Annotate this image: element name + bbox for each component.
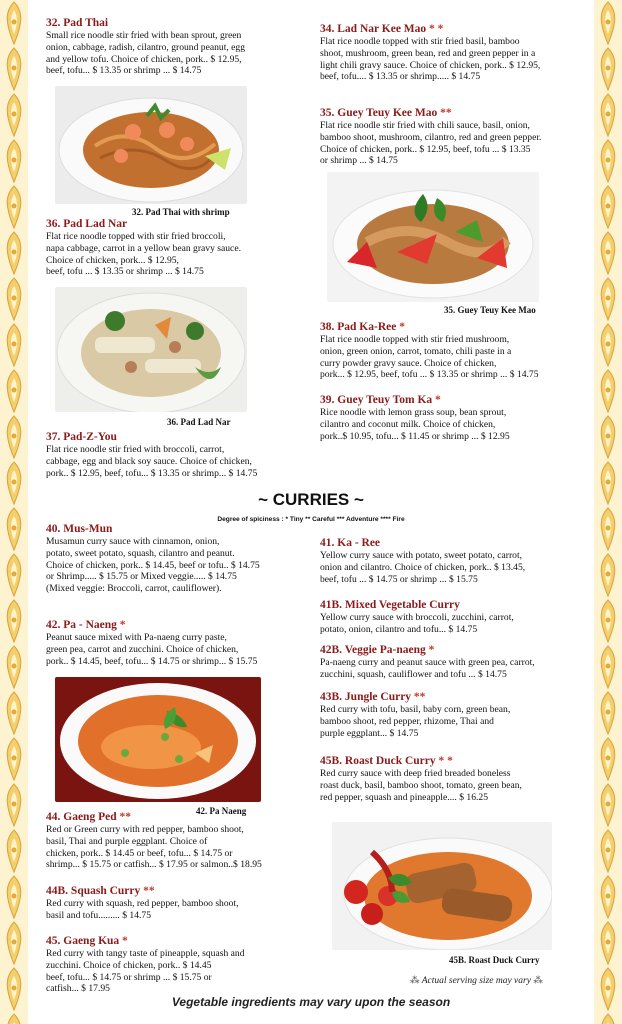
menu-item-32 bbox=[46, 16, 286, 77]
pa-naeng-caption: 42. Pa Naeng bbox=[196, 806, 247, 816]
item-name: 41. Ka - Ree bbox=[320, 537, 381, 549]
menu-item-36 bbox=[46, 217, 286, 278]
item-description: Small rice noodle stir fried with bean sprout, green onion, cabbage, radish, cilantro, ground peanut, egg and yellow tofu. Choice of chicken, pork.. $ 12.95, beef, tofu... $ 13.35 or shrimp ... $ 14.75 bbox=[46, 30, 246, 77]
vegetable-season-note: Vegetable ingredients may vary upon the season bbox=[171, 995, 451, 1009]
pad-thai-photo bbox=[55, 86, 247, 204]
item-description: Yellow curry sauce with broccoli, zucchini, carrot, potato, onion, cilantro and tofu... $ 14.75 bbox=[320, 612, 514, 635]
item-description: Pa-naeng curry and peanut sauce with green pea, carrot, zucchini, squash, cauliflower and tofu ... $ 14.75 bbox=[320, 657, 535, 680]
menu-item-44b bbox=[46, 884, 306, 922]
roast-duck-curry-photo bbox=[332, 822, 552, 950]
menu-item-40 bbox=[46, 522, 306, 595]
menu-item-35 bbox=[320, 106, 590, 167]
pad-thai-caption: 32. Pad Thai with shrimp bbox=[132, 207, 230, 217]
item-name: 45B. Roast Duck Curry * * bbox=[320, 755, 453, 767]
item-name: 38. Pad Ka-Ree * bbox=[320, 321, 405, 333]
item-name: 44B. Squash Curry ** bbox=[46, 885, 155, 897]
guey-teuy-kee-mao-photo bbox=[327, 172, 539, 302]
serving-size-note: ⁂ Actual serving size may vary ⁂ bbox=[410, 976, 543, 986]
item-description: Flat rice noodle topped with stir fried mushroom, onion, green onion, carrot, tomato, chili paste in a curry powder gravy sauce. Choice of chicken, pork... $ 12.95, beef, tofu ... $ 13.35 or shrimp ... $ 14.75 bbox=[320, 334, 539, 381]
menu-item-34 bbox=[320, 22, 590, 83]
item-name: 39. Guey Teuy Tom Ka * bbox=[320, 394, 441, 406]
left-ornament-icon: ⁂ bbox=[410, 976, 420, 986]
item-description: Musamun curry sauce with cinnamon, onion, potato, sweet potato, squash, cilantro and peanut. Choice of chicken, pork.. $ 14.45, beef or tofu.. $ 14.75 or Shrimp..... $ 15.75 or Mixed veggie..... $ 14.75 (Mixed veggie: Broccoli, carrot, cauliflower). bbox=[46, 536, 260, 595]
item-name: 42B. Veggie Pa-naeng * bbox=[320, 644, 435, 656]
item-description: Red or Green curry with red pepper, bamboo shoot, basil, Thai and purple eggplant. Choice of chicken, pork.. $ 14.45 or beef, tofu... $ 14.75 or shrimp... $ 15.75 or catfish... $ 17.95 or salmon..$ 18.95 bbox=[46, 824, 262, 871]
menu-item-39 bbox=[320, 393, 600, 442]
pad-lad-nar-photo bbox=[55, 287, 247, 412]
menu-item-42 bbox=[46, 618, 306, 667]
menu-item-41b bbox=[320, 598, 590, 636]
item-description: Rice noodle with lemon grass soup, bean sprout, cilantro and coconut milk. Choice of chicken, pork..$ 10.95, tofu... $ 11.45 or shrimp ... $ 12.95 bbox=[320, 407, 510, 442]
right-ornament-icon: ⁂ bbox=[533, 976, 543, 986]
menu-item-42b bbox=[320, 643, 590, 681]
item-description: Flat rice noodle topped with stir fried basil, bamboo shoot, mushroom, green bean, red and green pepper in a light chili gravy sauce. Choice of chicken, pork.. $ 12.95, beef, tofu.... $ 13.35 or shrimp..... $ 14.75 bbox=[320, 36, 541, 83]
spiciness-legend: Degree of spiciness : * Tiny ** Careful *** Adventure **** Fire bbox=[217, 516, 405, 523]
item-name: 40. Mus-Mun bbox=[46, 523, 113, 535]
item-name: 44. Gaeng Ped ** bbox=[46, 811, 131, 823]
item-name: 43B. Jungle Curry ** bbox=[320, 691, 426, 703]
item-description: Flat rice noodle topped with stir fried broccoli, napa cabbage, carrot in a yellow bean gravy sauce. Choice of chicken, pork... $ 12.95, beef, tofu ... $ 13.35 or shrimp ... $ 14.75 bbox=[46, 231, 241, 278]
item-name: 45. Gaeng Kua * bbox=[46, 935, 128, 947]
pa-naeng-photo bbox=[55, 677, 261, 802]
item-description: Red curry sauce with deep fried breaded boneless roast duck, basil, bamboo shoot, tomato, green bean, red pepper, squash and pineapple.... $ 16.25 bbox=[320, 768, 522, 803]
roast-duck-curry-caption: 45B. Roast Duck Curry bbox=[449, 955, 540, 965]
item-name: 35. Guey Teuy Kee Mao ** bbox=[320, 107, 452, 119]
menu-item-41 bbox=[320, 536, 590, 585]
menu-item-45 bbox=[46, 934, 306, 995]
curries-heading: ~ CURRIES ~ bbox=[258, 490, 364, 509]
item-description: Red curry with squash, red pepper, bamboo shoot, basil and tofu......... $ 14.75 bbox=[46, 898, 239, 921]
item-description: Peanut sauce mixed with Pa-naeng curry paste, green pea, carrot and zucchini. Choice of chicken, pork.. $ 14.45, beef, tofu... $ 14.75 or shrimp... $ 15.75 bbox=[46, 632, 258, 667]
guey-teuy-kee-mao-caption: 35. Guey Teuy Kee Mao bbox=[444, 305, 536, 315]
menu-item-43b bbox=[320, 690, 590, 739]
item-description: Yellow curry sauce with potato, sweet potato, carrot, onion and cilantro. Choice of chicken, pork.. $ 13.45, beef, tofu ... $ 14.75 or shrimp ... $ 15.75 bbox=[320, 550, 526, 585]
item-name: 34. Lad Nar Kee Mao * * bbox=[320, 23, 444, 35]
item-description: Red curry with tangy taste of pineapple, squash and zucchini. Choice of chicken, pork.. $ 14.45 beef, tofu... $ 14.75 or shrimp ... $ 15.75 or catfish... $ 17.95 bbox=[46, 948, 245, 995]
menu-item-45b bbox=[320, 754, 590, 803]
pad-lad-nar-caption: 36. Pad Lad Nar bbox=[167, 417, 231, 427]
item-description: Flat rice noodle stir fried with broccoli, carrot, cabbage, egg and black soy sauce. Choice of chicken, pork.. $ 12.95, beef, tofu... $ 13.35 or shrimp... $ 14.75 bbox=[46, 444, 258, 479]
item-name: 37. Pad-Z-You bbox=[46, 431, 117, 443]
menu-item-37 bbox=[46, 430, 306, 479]
item-description: Red curry with tofu, basil, baby corn, green bean, bamboo shoot, red pepper, rhizome, Thai and purple eggplant... $ 14.75 bbox=[320, 704, 511, 739]
item-name: 32. Pad Thai bbox=[46, 17, 109, 29]
item-description: Flat rice noodle stir fried with chili sauce, basil, onion, bamboo shoot, mushroom, cilantro, red and green pepper. Choice of chicken, pork.. $ 12.95, beef, tofu ... $ 13.35 or shrimp ... $ 14.75 bbox=[320, 120, 542, 167]
left-decorative-border bbox=[0, 0, 28, 1024]
menu-item-38 bbox=[320, 320, 600, 381]
menu-item-44 bbox=[46, 810, 308, 871]
item-name: 36. Pad Lad Nar bbox=[46, 218, 128, 230]
item-name: 41B. Mixed Vegetable Curry bbox=[320, 599, 460, 611]
item-name: 42. Pa - Naeng * bbox=[46, 619, 126, 631]
right-decorative-border bbox=[594, 0, 622, 1024]
